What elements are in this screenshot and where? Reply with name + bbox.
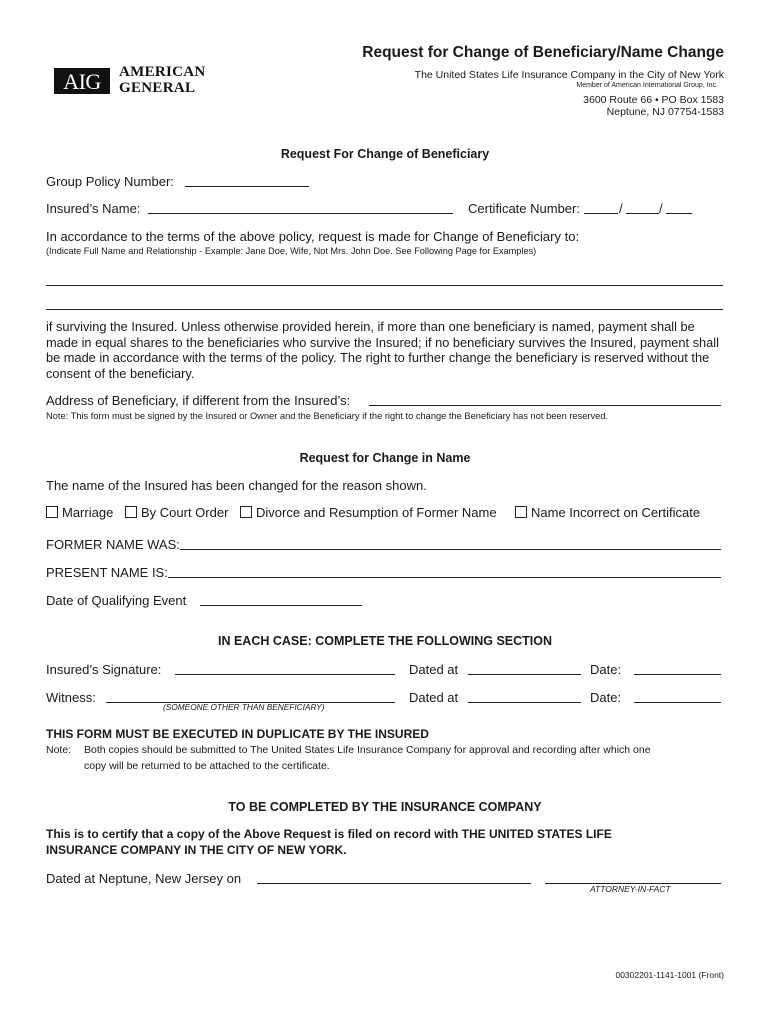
company-section-heading: TO BE COMPLETED BY THE INSURANCE COMPANY (228, 800, 542, 814)
checkbox-marriage[interactable] (46, 506, 58, 518)
certificate-number-part1[interactable] (584, 213, 618, 214)
name-change-heading: Request for Change in Name (299, 451, 471, 465)
note-line-1: Both copies should be submitted to The United States Life Insurance Company for approval and recording after which one (84, 744, 651, 756)
dated-neptune-field[interactable] (257, 883, 531, 884)
name-change-intro: The name of the Insured has been changed for the reason shown. (46, 478, 427, 493)
address-line1: 3600 Route 66 • PO Box 1583 (583, 94, 724, 106)
reason-marriage[interactable] (46, 505, 113, 520)
cert-separator-2: / (659, 201, 663, 216)
beneficiary-heading: Request For Change of Beneficiary (280, 147, 490, 161)
beneficiary-line-1[interactable] (46, 285, 723, 286)
beneficiary-address-label: Address of Beneficiary, if different from the Insured’s: (46, 393, 351, 408)
attorney-in-fact-label: ATTORNEY-IN-FACT (590, 884, 671, 894)
dated-neptune-label: Dated at Neptune, New Jersey on (46, 871, 242, 886)
insured-name-label: Insured’s Name: (46, 201, 141, 216)
former-name-field[interactable] (180, 549, 721, 550)
present-name-field[interactable] (168, 577, 721, 578)
witness-note: (SOMEONE OTHER THAN BENEFICIARY) (163, 702, 325, 712)
address-line2: Neptune, NJ 07754-1583 (606, 106, 724, 118)
insured-signature-field[interactable] (175, 674, 395, 675)
reason-marriage-label: Marriage (62, 505, 114, 520)
checkbox-court-order[interactable] (125, 506, 137, 518)
group-policy-field[interactable] (185, 186, 309, 187)
insured-dated-at-label: Dated at (409, 662, 459, 677)
certificate-number-label: Certificate Number: (468, 201, 580, 216)
member-line: Member of American International Group, Inc. (576, 82, 718, 89)
witness-label: Witness: (46, 690, 96, 705)
logo-general: GENERAL (119, 80, 196, 96)
checkbox-divorce[interactable] (240, 506, 252, 518)
company-name: The United States Life Insurance Company in the City of New York (414, 69, 724, 81)
certificate-number-part2[interactable] (626, 213, 659, 214)
witness-dated-at-label: Dated at (409, 690, 459, 705)
group-policy-label: Group Policy Number: (46, 174, 174, 189)
insured-date-field[interactable] (634, 674, 721, 675)
qualifying-event-field[interactable] (200, 605, 362, 606)
certify-text: This is to certify that a copy of the Above Request is filed on record with THE UNITED STATES LIFE INSURANCE COMPANY IN THE CITY OF NEW YORK. (46, 827, 612, 857)
present-name-label: PRESENT NAME IS: (46, 565, 168, 580)
complete-section-heading: IN EACH CASE: COMPLETE THE FOLLOWING SECTION (217, 634, 553, 648)
reason-name-incorrect-label: Name Incorrect on Certificate (531, 505, 701, 520)
certificate-number-part3[interactable] (666, 213, 692, 214)
reason-court-order[interactable] (125, 505, 228, 520)
form-number: 00302201-1141-1001 (Front) (615, 970, 724, 980)
insured-name-field[interactable] (148, 213, 453, 214)
former-name-label: FORMER NAME WAS: (46, 537, 180, 552)
form-title: Request for Change of Beneficiary/Name Change (362, 44, 724, 61)
note-line-2: copy will be returned to be attached to the certificate. (84, 760, 330, 772)
insured-dated-at-field[interactable] (468, 674, 581, 675)
reason-divorce-label: Divorce and Resumption of Former Name (256, 505, 497, 520)
beneficiary-line-2[interactable] (46, 309, 723, 310)
cert-separator-1: / (619, 201, 623, 216)
logo-american: AMERICAN (119, 64, 206, 80)
beneficiary-address-field[interactable] (369, 405, 721, 406)
reason-name-incorrect[interactable] (515, 505, 700, 520)
witness-dated-at-field[interactable] (468, 702, 581, 703)
aig-logo: AIG (54, 68, 110, 94)
checkbox-name-incorrect[interactable] (515, 506, 527, 518)
beneficiary-intro-note: (Indicate Full Name and Relationship - Example: Jane Doe, Wife, Not Mrs. John Doe. See Following Page for Examples) (46, 246, 537, 256)
duplicate-heading: THIS FORM MUST BE EXECUTED IN DUPLICATE BY THE INSURED (46, 727, 429, 741)
beneficiary-intro: In accordance to the terms of the above policy, request is made for Change of Beneficiary to: (46, 229, 580, 244)
witness-date-field[interactable] (634, 702, 721, 703)
beneficiary-terms: if surviving the Insured. Unless otherwise provided herein, if more than one beneficiary is named, payment shall be made in equal shares to the beneficiaries who survive the Insured; if no beneficiary survives the Insured, payment shall be made in accordance with the terms of the policy. The right to further change the beneficiary is reserved without the consent of the beneficiary. (46, 319, 719, 381)
insured-date-label: Date: (590, 662, 622, 677)
witness-date-label: Date: (590, 690, 622, 705)
beneficiary-note: Note: This form must be signed by the Insured or Owner and the Beneficiary if the right to change the Beneficiary has not been reserved. (46, 411, 609, 421)
qualifying-event-label: Date of Qualifying Event (46, 593, 187, 608)
reason-court-order-label: By Court Order (141, 505, 229, 520)
insured-signature-label: Insured’s Signature: (46, 662, 162, 677)
note-label: Note: (46, 744, 72, 756)
reason-divorce[interactable] (240, 505, 497, 520)
